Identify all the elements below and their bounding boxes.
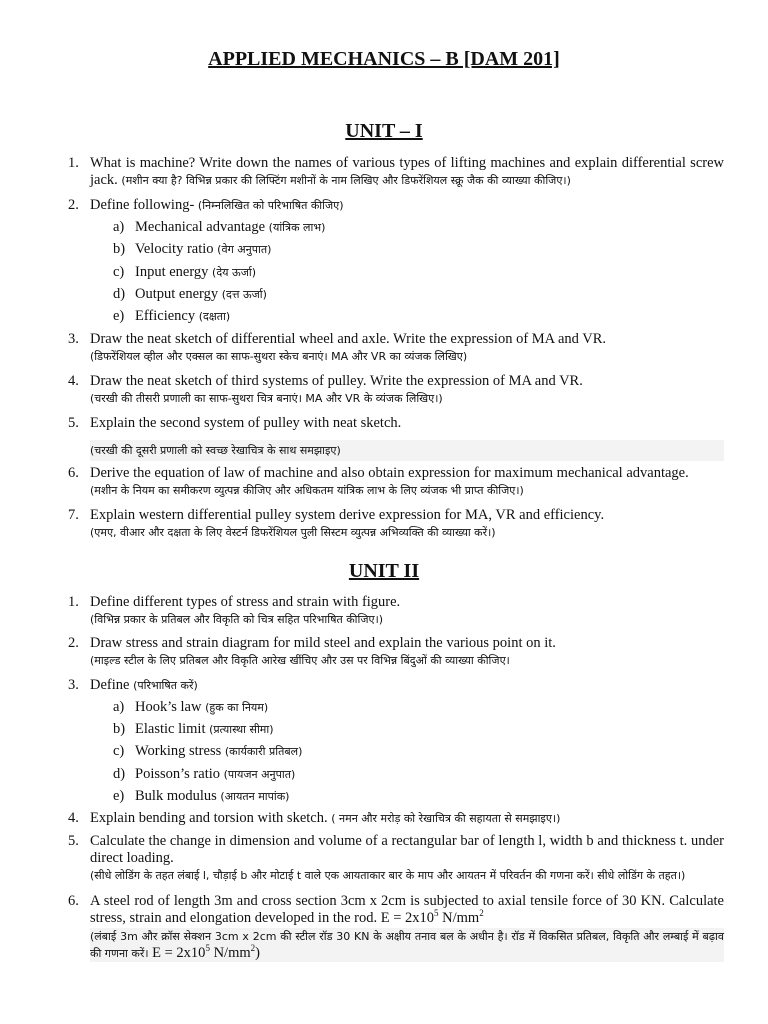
unit-1-subitem-e <box>113 308 713 325</box>
unit-2-heading: UNIT II <box>348 560 420 582</box>
subitem-text: Input energy <box>135 264 209 280</box>
subitem-text: Mechanical advantage <box>135 219 266 235</box>
question-text: Draw stress and strain diagram for mild steel and explain the various point on it. <box>90 635 556 651</box>
subitem-text: Hook’s law <box>135 699 202 715</box>
question-text: Explain the second system of pulley with neat sketch. <box>90 415 402 431</box>
question-number: 2. <box>68 197 79 213</box>
question-text-hindi: (माइल्ड स्टील के लिए प्रतिबल और विकृति आरेख खींचिए और उस पर विभिन्न बिंदुओं की व्याख्या कीजिए। <box>90 654 510 667</box>
question-text-hindi: (सीधे लोडिंग के तहत लंबाई l, चौड़ाई b और मोटाई t वाले एक आयताकार बार के माप और आयतन में परिवर्तन की गणना करें। सीधे लोडिंग के तहत।) <box>90 869 686 882</box>
subitem-text: Elastic limit <box>135 721 206 737</box>
unit-1-question-2 <box>68 197 724 214</box>
subitem-text-hindi: (यांत्रिक लाभ) <box>268 221 326 234</box>
subitem-text-hindi: (दत्त ऊर्जा) <box>221 288 267 301</box>
unit-1-subitem-d <box>113 286 713 303</box>
subitem-text-hindi: (वेग अनुपात) <box>217 243 272 256</box>
unit-2-subitem-a <box>113 699 713 716</box>
unit-1-subitem-a <box>113 219 713 236</box>
exponent: 2 <box>479 908 484 919</box>
exponent: 5 <box>434 908 439 919</box>
question-text: Define <box>90 677 130 693</box>
question-text-hindi: (लंबाई 3m और क्रॉस सेक्शन 3cm x 2cm की स्टील रॉड 30 KN के अक्षीय तनाव बल के अधीन है। रॉड में विकसित प्रतिबल, विकृति और लम्बाई में बढ़ाव की गणना करें। <box>90 930 724 960</box>
question-text-hindi: (मशीन क्या है? विभिन्न प्रकार की लिफ्टिंग मशीनों के नाम लिखिए और डिफरेंशियल स्क्रू जैक की व्याख्या कीजिए।) <box>121 174 571 187</box>
unit-1-subitem-b <box>113 241 713 258</box>
question-text-hindi: (मशीन के नियम का समीकरण व्युत्पन्न कीजिए और अधिकतम यांत्रिक लाभ के लिए व्यंजक भी प्राप्त कीजिए।) <box>90 484 524 497</box>
unit-1-question-3 <box>68 331 724 365</box>
unit-text: N/mm <box>438 910 480 926</box>
unit-2-question-5 <box>68 833 724 884</box>
question-number: 3. <box>68 677 79 693</box>
subitem-text: Bulk modulus <box>135 788 217 804</box>
exponent: 5 <box>205 943 210 954</box>
subitem-text: Working stress <box>135 743 222 759</box>
subitem-text-hindi: (आयतन मापांक) <box>220 790 290 803</box>
question-text-hindi: (एमए, वीआर और दक्षता के लिए वेस्टर्न डिफरेंशियल पुली सिस्टम व्युत्पन्न अभिव्यक्ति की व्याख्या करें।) <box>90 526 496 539</box>
question-number: 4. <box>68 810 79 826</box>
subitem-text-hindi: (प्रत्यास्था सीमा) <box>209 723 274 736</box>
subitem-text: Velocity ratio <box>135 241 214 257</box>
question-text: Explain bending and torsion with sketch. <box>90 810 328 826</box>
question-text-hindi: (चरखी की तीसरी प्रणाली का साफ-सुथरा चित्र बनाएं। MA और VR के व्यंजक लिखिए।) <box>90 392 443 405</box>
exponent: 2 <box>250 943 256 954</box>
subitem-text-hindi: (दक्षता) <box>198 310 231 323</box>
subitem-text-hindi: (देय ऊर्जा) <box>212 266 256 279</box>
unit-2-question-3 <box>68 677 724 694</box>
subitem-letter: e) <box>113 308 125 324</box>
unit-2-subitem-b <box>113 721 713 738</box>
unit-1-question-6 <box>68 465 724 499</box>
question-text: Define different types of stress and strain with figure. <box>90 594 401 610</box>
subitem-letter: e) <box>113 788 125 804</box>
unit-1-question-7 <box>68 507 724 541</box>
subitem-text: Output energy <box>135 286 219 302</box>
question-text-hindi: (चरखी की दूसरी प्रणाली को स्वच्छ रेखाचित्र के साथ समझाइए) <box>90 444 341 457</box>
question-number: 4. <box>68 373 79 389</box>
question-number: 7. <box>68 507 79 523</box>
unit-1-question-4 <box>68 373 724 407</box>
unit-1-question-1 <box>68 155 724 189</box>
unit-2-subitem-d <box>113 766 713 783</box>
subitem-text-hindi: (हुक का नियम) <box>205 701 269 714</box>
subitem-letter: d) <box>113 766 126 782</box>
question-number: 2. <box>68 635 79 651</box>
question-number: 6. <box>68 465 79 481</box>
question-text: Calculate the change in dimension and volume of a rectangular bar of length l, width b and thickness t. under direct loading. <box>90 833 724 866</box>
question-number: 1. <box>68 594 79 610</box>
unit-1-question-5 <box>68 415 724 461</box>
question-text-hindi: (विभिन्न प्रकार के प्रतिबल और विकृति को चित्र सहित परिभाषित कीजिए।) <box>90 613 384 626</box>
question-number: 3. <box>68 331 79 347</box>
unit-2-question-6 <box>68 893 724 962</box>
question-text: Draw the neat sketch of third systems of pulley. Write the expression of MA and VR. <box>90 373 583 389</box>
unit-2-question-4 <box>68 810 724 827</box>
unit-1-heading: UNIT – I <box>345 120 423 142</box>
question-text: Define following- <box>90 197 195 213</box>
question-text: Draw the neat sketch of differential wheel and axle. Write the expression of MA and VR. <box>90 331 607 347</box>
question-text-hindi: (निम्नलिखित को परिभाषित कीजिए) <box>197 199 344 212</box>
unit-2-subitem-c <box>113 743 713 760</box>
subitem-letter: b) <box>113 721 126 737</box>
question-text-hindi: ( नमन और मरोड़ को रेखाचित्र की सहायता से समझाइए।) <box>331 812 561 825</box>
subitem-letter: c) <box>113 264 125 280</box>
question-text-hindi: (परिभाषित करें) <box>133 679 198 692</box>
question-text-hindi: (डिफरेंशियल व्हील और एक्सल का साफ-सुथरा स्केच बनाएं। MA और VR का व्यंजक लिखिए) <box>90 350 468 363</box>
subitem-text: Poisson’s ratio <box>135 766 220 782</box>
subitem-letter: a) <box>113 219 125 235</box>
subitem-letter: d) <box>113 286 126 302</box>
question-number: 6. <box>68 893 79 909</box>
unit-1-subitem-c <box>113 264 713 281</box>
closing-paren: ) <box>255 945 260 961</box>
subitem-text-hindi: (पायजन अनुपात) <box>223 768 296 781</box>
unit-2-subitem-e <box>113 788 713 805</box>
subitem-letter: c) <box>113 743 125 759</box>
formula: E = 2x10 <box>152 945 206 961</box>
unit-2-question-1 <box>68 594 724 628</box>
question-text: A steel rod of length 3m and cross section 3cm x 2cm is subjected to axial tensile force of 30 KN. Calculate stress, strain and elongation developed in the rod. E = 2x10 <box>90 893 724 926</box>
question-text: Derive the equation of law of machine and also obtain expression for maximum mechanical advantage. <box>90 465 689 481</box>
question-number: 1. <box>68 155 79 171</box>
subitem-letter: a) <box>113 699 125 715</box>
subitem-letter: b) <box>113 241 126 257</box>
unit-2-question-2 <box>68 635 724 669</box>
question-number: 5. <box>68 415 79 431</box>
document-title: APPLIED MECHANICS – B [DAM 201] <box>208 48 560 70</box>
question-number: 5. <box>68 833 79 849</box>
subitem-text-hindi: (कार्यकारी प्रतिबल) <box>224 745 303 758</box>
subitem-text: Efficiency <box>135 308 196 324</box>
question-text: Explain western differential pulley system derive expression for MA, VR and efficiency. <box>90 507 605 523</box>
question-text: What is machine? Write down the names of various types of lifting machines and explain differential screw jack. <box>90 155 724 188</box>
unit-text: N/mm <box>209 945 251 961</box>
